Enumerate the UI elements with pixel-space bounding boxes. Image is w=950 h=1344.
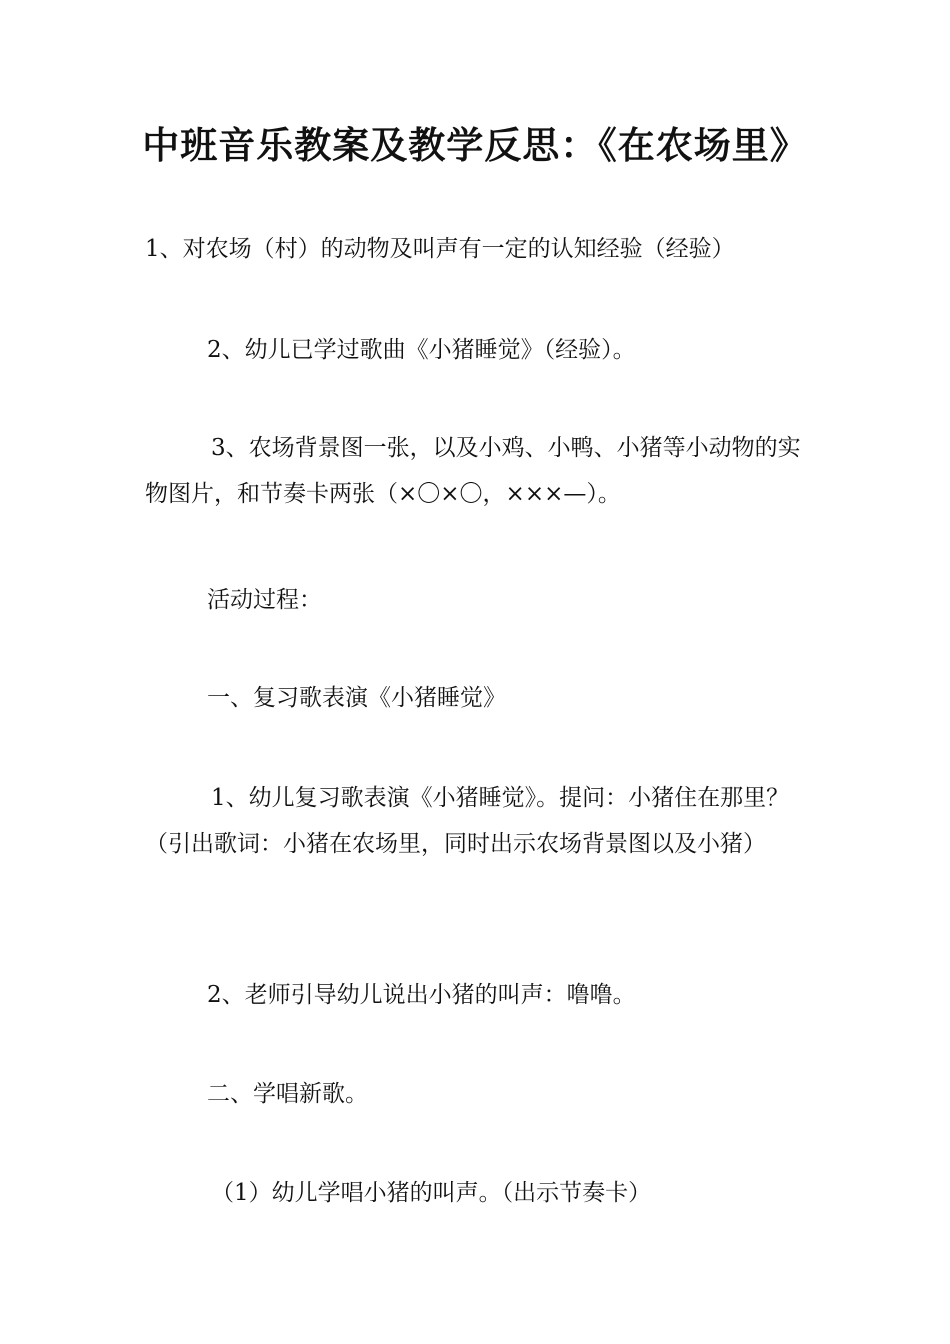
paragraph-process-heading: 活动过程：: [207, 587, 322, 613]
paragraph-step-1: 1、幼儿复习歌表演《小猪睡觉》。提问：小猪住在那里？（引出歌词：小猪在农场里，同时出示农场背景图以及小猪）: [145, 785, 790, 857]
paragraph-prep-2: 2、幼儿已学过歌曲《小猪睡觉》（经验）。: [207, 337, 636, 363]
paragraph-prep-1: 1、对农场（村）的动物及叫声有一定的认知经验（经验）: [145, 236, 735, 262]
paragraph-section-2: 二、学唱新歌。: [207, 1081, 368, 1107]
paragraph-step-2: 2、老师引导幼儿说出小猪的叫声：噜噜。: [207, 982, 636, 1008]
paragraph-step-3: （1）幼儿学唱小猪的叫声。（出示节奏卡）: [211, 1180, 652, 1206]
paragraph-prep-3: 3、农场背景图一张，以及小鸡、小鸭、小猪等小动物的实物图片，和节奏卡两张（×〇×〇，×××—）。: [145, 435, 801, 507]
paragraph-section-1: 一、复习歌表演《小猪睡觉》: [207, 685, 506, 711]
document-title: 中班音乐教案及教学反思：《在农场里》: [142, 124, 808, 167]
